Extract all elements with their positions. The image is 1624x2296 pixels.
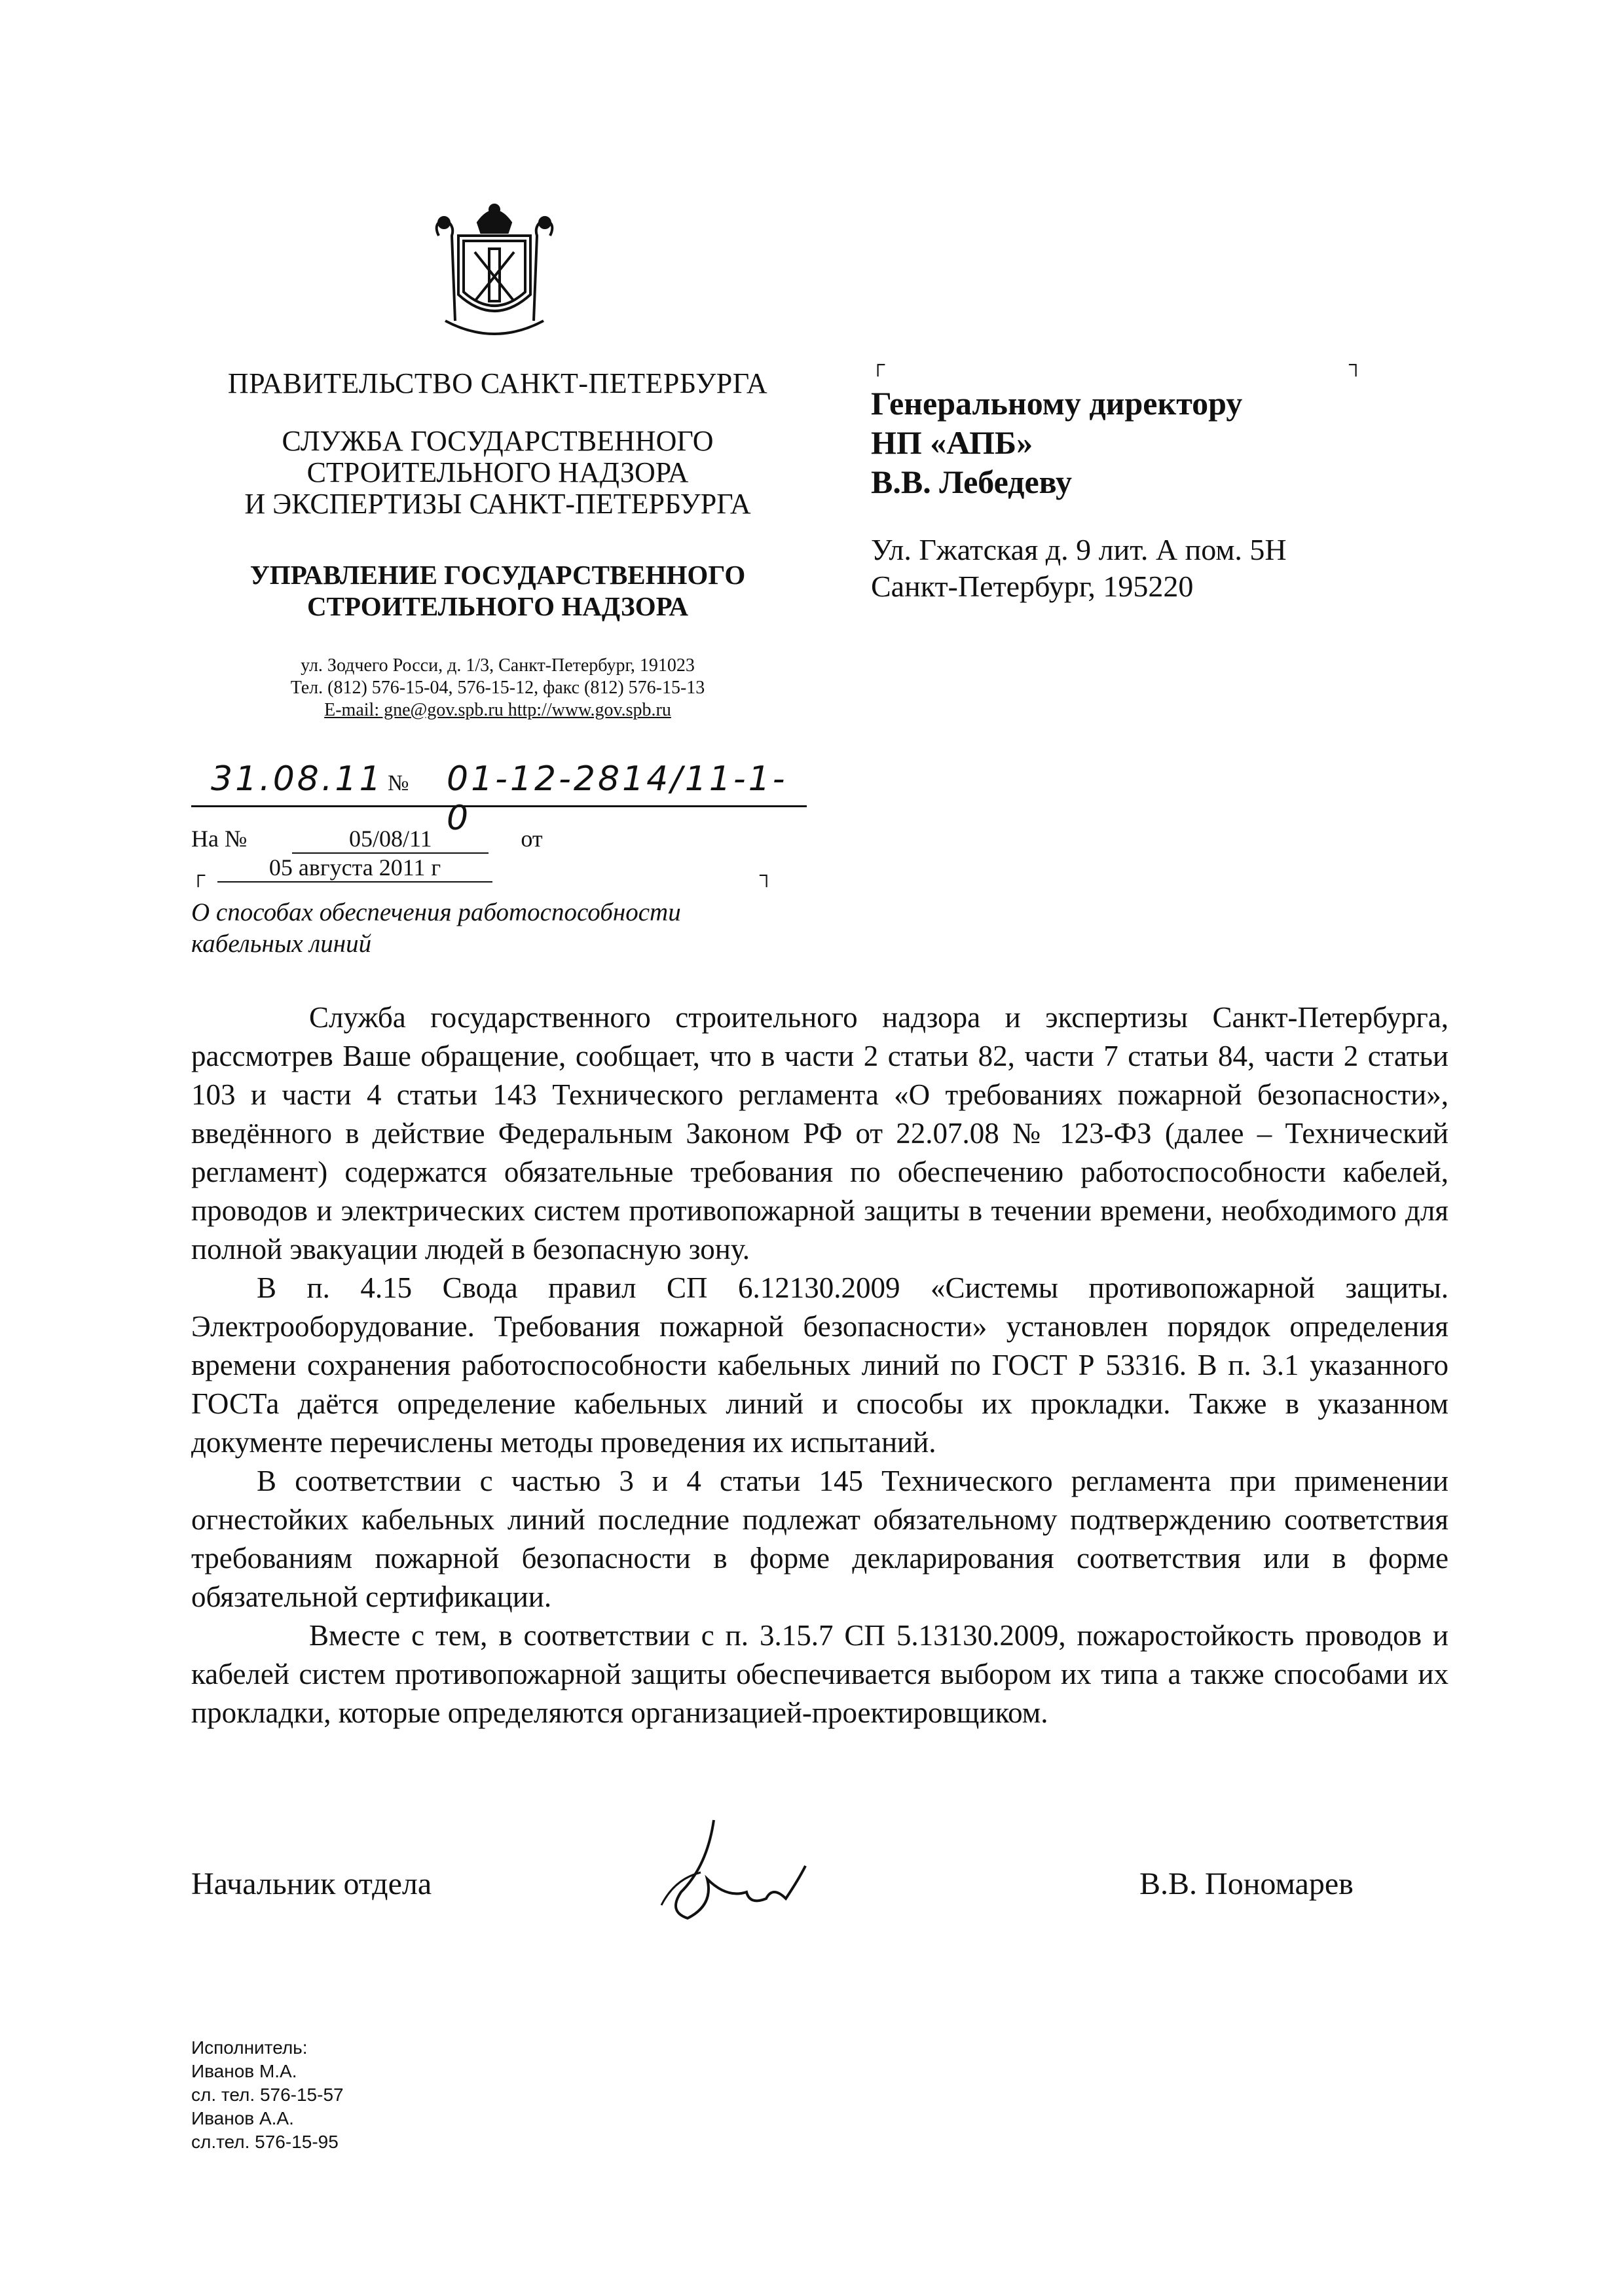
outgoing-date: 31.08.11 bbox=[211, 759, 384, 799]
recipient-title: Генеральному директору НП «АПБ» В.В. Лебедеву bbox=[871, 385, 1243, 500]
reply-date: 05 августа 2011 г bbox=[217, 854, 492, 883]
handwritten-signature bbox=[635, 1807, 832, 1938]
letter-body bbox=[191, 998, 1449, 1732]
subject-corner-left: ┌ bbox=[191, 864, 206, 886]
recipient-block bbox=[871, 367, 1434, 605]
signatory-title: Начальник отдела bbox=[191, 1867, 432, 1901]
government-name: ПРАВИТЕЛЬСТВО САНКТ-ПЕТЕРБУРГА bbox=[227, 367, 768, 399]
recipient-address: Ул. Гжатская д. 9 лит. А пом. 5Н Санкт-Петербург, 195220 bbox=[871, 533, 1287, 603]
outgoing-no-label: № bbox=[388, 771, 409, 795]
reply-from-label: от bbox=[521, 826, 543, 852]
reply-number: 05/08/11 bbox=[292, 825, 489, 854]
paragraph-3: В соответствии с частью 3 и 4 статьи 145 Технического регламента при применении огнестойких кабельных линий последние подлежат обязательному подтверждению соответствия требованиям пожарной безопасности в форме декларирования соответствия или в форме обязательной сертификации. bbox=[191, 1465, 1449, 1613]
reply-label: На № bbox=[191, 826, 248, 852]
sender-phone: Тел. (812) 576-15-04, 576-15-12, факс (812) 576-15-13 bbox=[290, 678, 705, 698]
directorate-name: УПРАВЛЕНИЕ ГОСУДАРСТВЕННОГО СТРОИТЕЛЬНОГО НАДЗОРА bbox=[249, 560, 746, 621]
paragraph-4: Вместе с тем, в соответствии с п. 3.15.7 СП 5.13130.2009, пожаростойкость проводов и кабелей систем противопожарной защиты обеспечивается выбором их типа а также способами их прокладки, которые определяются организацией-проектировщиком. bbox=[191, 1619, 1449, 1729]
executor-block: Исполнитель: Иванов М.А. сл. тел. 576-15-57 Иванов А.А. сл.тел. 576-15-95 bbox=[191, 2037, 344, 2152]
outgoing-number: 01-12-2814/11-1-0 bbox=[447, 759, 788, 838]
recipient-corner-left: ┌ bbox=[871, 354, 885, 375]
paragraph-2: В п. 4.15 Свода правил СП 6.12130.2009 «Системы противопожарной защиты. Электрооборудование. Требования пожарной безопасности» установлен порядок определения времени сохранения работоспособности кабельных линий по ГОСТ Р 53316. В п. 3.1 указанного ГОСТа даётся определение кабельных линий и способы их прокладки. Также в указанном документе перечислены методы проведения их испытаний. bbox=[191, 1271, 1449, 1459]
signatory-name: В.В. Пономарев bbox=[1139, 1867, 1354, 1901]
sender-email: E-mail: gne@gov.spb.ru http://www.gov.spb.ru bbox=[324, 700, 671, 720]
reply-to-line bbox=[191, 825, 807, 883]
sender-block bbox=[196, 367, 799, 721]
recipient-corner-right: ┐ bbox=[1349, 354, 1363, 375]
subject-corner-right: ┐ bbox=[760, 864, 774, 886]
service-name: СЛУЖБА ГОСУДАРСТВЕННОГО СТРОИТЕЛЬНОГО НАДЗОРА И ЭКСПЕРТИЗЫ САНКТ-ПЕТЕРБУРГА bbox=[244, 425, 751, 520]
outgoing-number-line bbox=[191, 759, 807, 838]
letter-subject: О способах обеспечения работоспособности кабельных линий bbox=[191, 898, 681, 958]
sender-address: ул. Зодчего Росси, д. 1/3, Санкт-Петербург, 191023 bbox=[301, 655, 695, 676]
coat-of-arms-icon bbox=[426, 196, 563, 347]
paragraph-1: Служба государственного строительного надзора и экспертизы Санкт-Петербурга, рассмотрев Ваше обращение, сообщает, что в части 2 статьи 82, части 7 статьи 84, части 2 статьи 103 и части 4 статьи 143 Технического регламента «О требованиях пожарной безопасности», введённого в действие Федеральным Законом РФ от 22.07.08 № 123-ФЗ (далее – Технический регламент) содержатся обязательные требования по обеспечению работоспособности кабелей, проводов и электрических систем противопожарной защиты в течении времени, необходимого для полной эвакуации людей в безопасную зону. bbox=[191, 1001, 1449, 1266]
sender-contacts bbox=[196, 655, 799, 721]
